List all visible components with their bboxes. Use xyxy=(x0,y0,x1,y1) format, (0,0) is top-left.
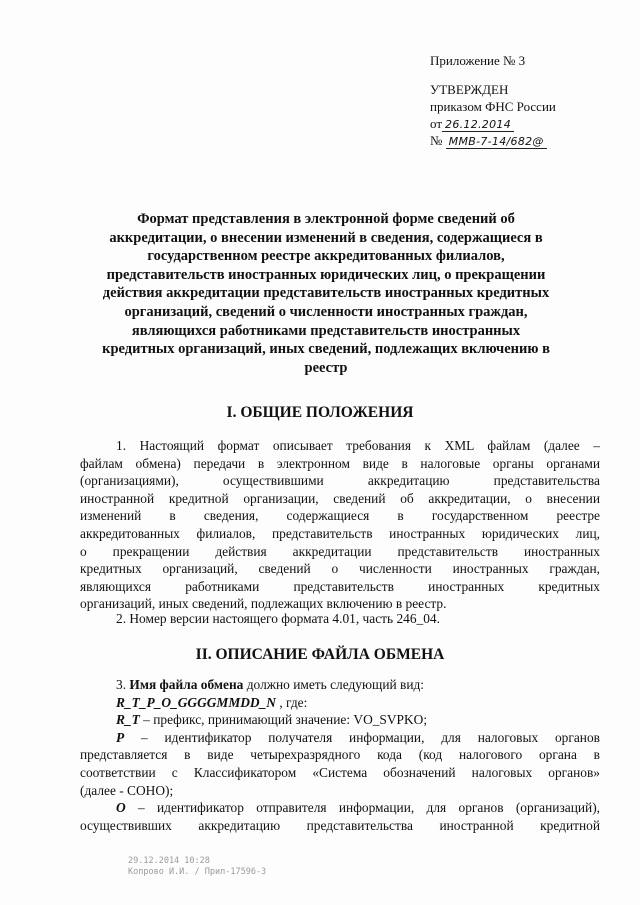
paragraph-line: иностранной кредитной организации, сведений об аккредитации, о внесении xyxy=(80,490,600,506)
paragraph-text: , где: xyxy=(279,694,308,710)
paragraph-line xyxy=(80,694,600,712)
stamp-line: 29.12.2014 10:28 xyxy=(128,856,210,866)
title-line: представительств иностранных юридических лиц, о прекращении xyxy=(106,266,546,283)
paragraph-text: – префикс, принимающий значение: VO_SVPKO; xyxy=(143,712,428,728)
title-line: кредитных организаций, иных сведений, подлежащих включению в xyxy=(102,341,550,358)
approved-label: УТВЕРЖДЕН xyxy=(430,82,509,97)
term-o: O xyxy=(116,800,126,816)
paragraph-line: 1. Настоящий формат описывает требования к XML файлам (далее – xyxy=(116,438,600,453)
title-line: аккредитации, о внесении изменений в сведения, содержащиеся в xyxy=(109,229,543,246)
paragraph-line: (организациями), осуществившими аккредитацию представительства xyxy=(80,473,600,489)
paragraph-text: должно иметь следующий вид: xyxy=(246,677,425,692)
paragraph-line xyxy=(80,799,600,817)
stamp-line: Копрово И.И. / Прил-17596-3 xyxy=(128,867,267,877)
paragraph-line: кредитных организаций, сведений о численности иностранных граждан, xyxy=(80,561,600,577)
paragraph-line: являющихся работниками представительств иностранных кредитных xyxy=(80,578,600,594)
handwritten-date: 26.12.2014 xyxy=(442,118,514,132)
paragraph-line: осуществивших аккредитацию представительства иностранной кредитной xyxy=(80,817,600,833)
paragraph-line: 2. Номер версии настоящего формата 4.01, часть 246_04. xyxy=(116,611,440,626)
paragraph-line: о прекращении действия аккредитации представительств иностранных xyxy=(80,543,600,559)
title-line: действия аккредитации представительств иностранных кредитных xyxy=(102,285,550,302)
title-line: государственном реестре аккредитованных филиалов, xyxy=(147,248,505,265)
paragraph-2 xyxy=(80,610,600,628)
section-heading-general: I. ОБЩИЕ ПОЛОЖЕНИЯ xyxy=(226,404,414,421)
title-line: являющихся работниками представительств иностранных xyxy=(131,322,521,339)
paragraph-line xyxy=(80,676,600,694)
paragraph-line: представляется в виде четырехразрядного кода (код налогового органа в xyxy=(80,747,600,763)
file-name-pattern: R_T_P_O_GGGGMMDD_N xyxy=(116,694,276,710)
section-heading-exchange-file: II. ОПИСАНИЕ ФАЙЛА ОБМЕНА xyxy=(195,646,445,663)
registration-stamp xyxy=(128,856,266,878)
term-p: P xyxy=(116,729,125,745)
paragraph-line: (далее - СОНО); xyxy=(80,782,174,798)
paragraph-text: – идентификатор отправителя информации, для органов (организаций), xyxy=(138,800,600,816)
title-line: организаций, сведений о численности иностранных граждан, xyxy=(124,303,528,320)
title-line: Формат представления в электронной форме сведений об xyxy=(137,211,515,227)
item-number: 3. xyxy=(116,677,127,692)
paragraph-line: соответствии с Классификатором «Система обозначений налоговых органов» xyxy=(80,764,600,780)
term-file-name: Имя файла обмена xyxy=(129,677,244,692)
number-prefix: № xyxy=(430,133,443,148)
paragraph-line: изменений в сведения, содержащиеся в государственном реестре xyxy=(80,508,600,524)
paragraph-text: – идентификатор получателя информации, для налоговых органов xyxy=(141,729,600,745)
paragraph-line: файлам обмена) передачи в электронном виде в налоговые органы органами xyxy=(80,455,600,471)
order-number-row xyxy=(430,132,630,149)
term-rt: R_T xyxy=(116,712,140,728)
appendix-label: Приложение № 3 xyxy=(430,53,526,68)
document-title xyxy=(78,210,574,377)
paragraph-line: организаций, иных сведений, подлежащих включению в реестр. xyxy=(80,596,447,612)
paragraph-line: аккредитованных филиалов, представительств иностранных юридических лиц, xyxy=(80,525,600,541)
handwritten-number: ММВ-7-14/682@ xyxy=(446,135,547,149)
title-line: реестр xyxy=(304,359,348,376)
order-by-label: приказом ФНС России xyxy=(430,99,556,114)
order-date-row xyxy=(430,115,630,132)
paragraph-1 xyxy=(80,437,600,613)
paragraph-line xyxy=(80,729,600,747)
approval-block xyxy=(430,52,630,149)
paragraph-3 xyxy=(80,676,600,834)
date-prefix: от xyxy=(430,116,443,131)
paragraph-line xyxy=(80,711,600,729)
